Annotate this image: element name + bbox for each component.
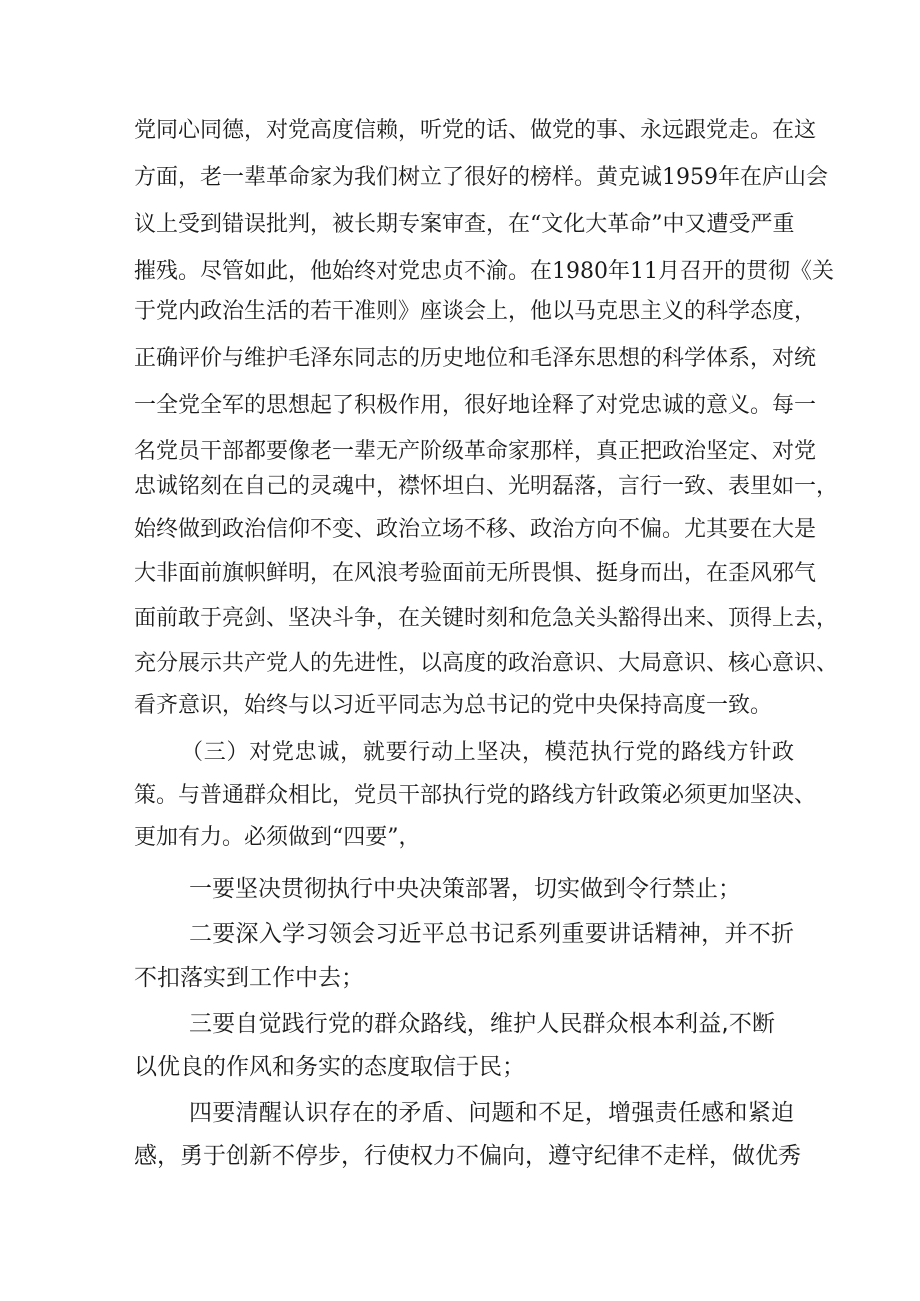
paragraph-1-line-5: 于党内政治生活的若干准则》座谈会上，他以马克思主义的科学态度， (134, 299, 817, 324)
paragraph-1-line-12: 面前敢于亮剑、坚决斗争，在关键时刻和危急关头豁得出来、顶得上去， (134, 606, 839, 631)
four-musts-item-4-line-1: 四要清醒认识存在的矛盾、问题和不足，增强责任感和紧迫 (189, 1100, 794, 1126)
paragraph-1-line-11: 大非面前旗帜鲜明，在风浪考验面前无所畏惧、挺身而出，在歪风邪气 (134, 561, 817, 586)
four-musts-item-3-line-2: 以优良的作风和务实的态度取信于民； (134, 1054, 525, 1080)
paragraph-1-line-13: 充分展示共产党人的先进性，以高度的政治意识、大局意识、核心意识、 (134, 651, 839, 676)
four-musts-item-2-line-1: 二要深入学习领会习近平总书记系列重要讲话精神，并不折 (189, 921, 794, 947)
paragraph-1-line-8: 名党员干部都要像老一辈无产阶级革命家那样，真正把政治坚定、对党 (134, 439, 817, 464)
paragraph-1-line-7: 一全党全军的思想起了积极作用，很好地诠释了对党忠诚的意义。每一 (134, 393, 817, 418)
four-musts-item-1-line-1: 一要坚决贯彻执行中央决策部署，切实做到令行禁止； (189, 876, 741, 902)
paragraph-1-line-3: 议上受到错误批判，被长期专案审查，在“文化大革命”中又遭受严重 (134, 212, 795, 237)
paragraph-1-line-2: 方面，老一辈革命家为我们树立了很好的榜样。黄克诚1959年在庐山会 (134, 165, 828, 190)
paragraph-1-line-4: 摧残。尽管如此，他始终对党忠贞不渝。在1980年11月召开的贯彻《关 (134, 259, 834, 284)
paragraph-1-line-1: 党同心同德，对党高度信赖，听党的话、做党的事、永远跟党走。在这 (134, 118, 817, 143)
paragraph-1-line-9: 忠诚铭刻在自己的灵魂中，襟怀坦白、光明磊落，言行一致、表里如一， (134, 474, 839, 499)
paragraph-2-line-3: 更加有力。必须做到“四要”， (134, 825, 421, 850)
paragraph-2-line-2: 策。与普通群众相比，党员干部执行党的路线方针政策必须更加坚决、 (134, 783, 817, 808)
paragraph-2-line-1: （三）对党忠诚，就要行动上坚决，模范执行党的路线方针政 (181, 740, 794, 765)
four-musts-item-2-line-2: 不扣落实到工作中去； (134, 965, 364, 991)
four-musts-item-3-line-1: 三要自觉践行党的群众路线，维护人民群众根本利益,不断 (189, 1011, 775, 1037)
paragraph-1-line-6: 正确评价与维护毛泽东同志的历史地位和毛泽东思想的科学体系，对统 (134, 346, 817, 371)
paragraph-1-line-10: 始终做到政治信仰不变、政治立场不移、政治方向不偏。尤其要在大是 (134, 517, 817, 542)
four-musts-item-4-line-2: 感，勇于创新不停步，行使权力不偏向，遵守纪律不走样，做优秀 (134, 1143, 801, 1169)
paragraph-1-line-14: 看齐意识，始终与以习近平同志为总书记的党中央保持高度一致。 (134, 693, 773, 718)
